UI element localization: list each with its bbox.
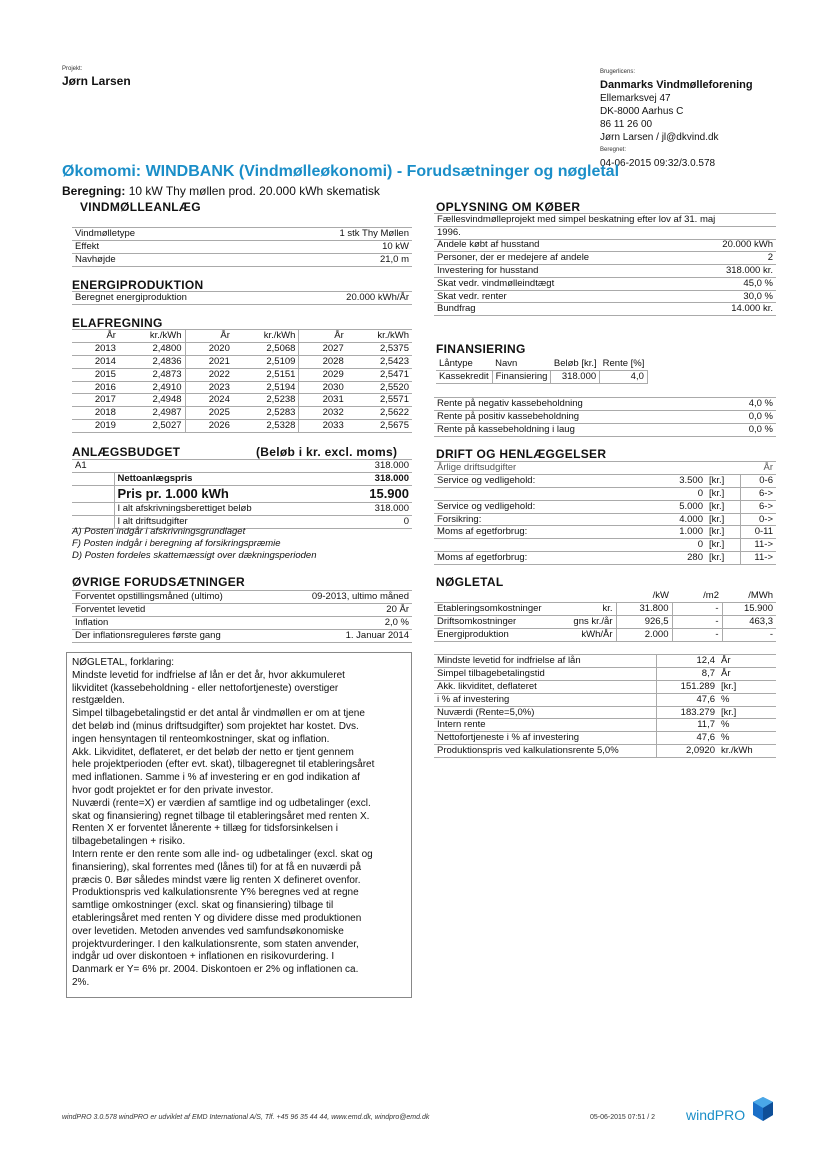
noegletal-forklaring-box xyxy=(66,652,412,998)
explanation-line: Mindste levetid for indfrielse af lån er det år, hvor akkumuleret xyxy=(72,669,345,681)
row-label: Skat vedr. renter xyxy=(434,290,686,303)
energiproduktion-table xyxy=(72,291,412,305)
noegletal-table xyxy=(434,590,776,642)
elafregning-table xyxy=(72,329,412,433)
col-year: År xyxy=(299,330,347,343)
col-price: kr./kWh xyxy=(119,330,185,343)
kpi-label: Nuværdi (Rente=5,0%) xyxy=(434,706,656,719)
elaf-price: 2,4987 xyxy=(119,407,185,420)
drift-years: 11-> xyxy=(740,539,776,552)
table-row xyxy=(72,420,412,433)
row-label: Beregnet energiproduktion xyxy=(72,292,287,305)
drift-unit: [kr.] xyxy=(706,500,740,513)
oplysning-description xyxy=(434,213,776,240)
kpi-unit: % xyxy=(718,719,776,732)
project-caption: Projekt: xyxy=(62,66,83,72)
row-label: Der inflationsreguleres første gang xyxy=(72,629,276,642)
kpi-table xyxy=(434,654,776,758)
explanation-line: hvor godt projektet er for den private investor. xyxy=(72,784,274,796)
table-header-row xyxy=(72,330,412,343)
col-per-m2: /m2 xyxy=(672,590,722,602)
netto-value: 318.000 xyxy=(322,472,412,485)
table-row xyxy=(434,251,776,264)
afskr-value: 318.000 xyxy=(322,503,412,516)
table-row xyxy=(434,500,776,513)
kt-per-m2: - xyxy=(672,602,722,615)
table-row xyxy=(434,474,776,487)
table-row xyxy=(72,591,412,604)
row-label: Personer, der er medejere af andele xyxy=(434,251,686,264)
kt-unit: gns kr./år xyxy=(554,615,616,628)
elaf-price: 2,5675 xyxy=(347,420,412,433)
kpi-label: i % af investering xyxy=(434,693,656,706)
explanation-line: 2%. xyxy=(72,976,90,988)
elaf-price: 2,5238 xyxy=(233,394,299,407)
kpi-value: 11,7 xyxy=(656,719,718,732)
row-label: Investering for husstand xyxy=(434,264,686,277)
explanation-line: Renten X er forventet lånerente + tillæg for tidsforsinkelsen i xyxy=(72,823,338,835)
table-row xyxy=(72,342,412,355)
explanation-line: finansiering), skal forrentes med (lånes til) for at få en nuværdi på xyxy=(72,861,362,873)
explanation-line: etableringsåret med renten Y og dividere disse med produktionen xyxy=(72,912,362,924)
drift-years: 0-6 xyxy=(740,474,776,487)
elaf-year: 2013 xyxy=(72,342,119,355)
elaf-price: 2,5151 xyxy=(233,368,299,381)
elaf-price: 2,5520 xyxy=(347,381,412,394)
subtitle-text: 10 kW Thy møllen prod. 20.000 kWh skematisk xyxy=(128,184,380,198)
calc-date: 04-06-2015 09:32/3.0.578 xyxy=(600,158,716,169)
explanation-line: ingen hensyntagen til renteomkostninger, skat og inflation. xyxy=(72,733,330,745)
row-value: 20 År xyxy=(276,603,412,616)
explanation-line: Simpel tilbagebetalingstid er det antal år vindmøllen er om at tjene xyxy=(72,708,365,720)
kpi-label: Produktionspris ved kalkulationsrente 5,0% xyxy=(434,745,656,758)
fin-amount: 318.000 xyxy=(551,370,600,383)
budget-note: D) Posten fordeles skattemæssigt over dækningsperioden xyxy=(72,550,317,561)
row-label: Effekt xyxy=(72,240,231,253)
row-label: Bundfrag xyxy=(434,303,686,316)
col-per-kw: /kW xyxy=(616,590,672,602)
row-label: Rente på kassebeholdning i laug xyxy=(434,423,719,436)
explanation-line: Akk. Likviditet, deflateret, er det beløb der netto er tjent gennem xyxy=(72,746,354,758)
elaf-year: 2021 xyxy=(185,355,233,368)
kpi-label: Mindste levetid for indfrielse af lån xyxy=(434,655,656,668)
kt-per-kw: 2.000 xyxy=(616,628,672,641)
table-row xyxy=(434,290,776,303)
kpi-unit: År xyxy=(718,655,776,668)
drift-unit: [kr.] xyxy=(706,474,740,487)
elaf-year: 2020 xyxy=(185,342,233,355)
drift-label: Moms af egetforbrug: xyxy=(434,552,646,565)
kt-unit: kr. xyxy=(554,602,616,615)
elaf-price: 2,5571 xyxy=(347,394,412,407)
explanation-line: præcis 0. Bør således mindst være lig renten X defineret ovenfor. xyxy=(72,874,361,886)
fin-name: Finansiering xyxy=(492,370,551,383)
kpi-value: 12,4 xyxy=(656,655,718,668)
license-address1: Ellemarksvej 47 xyxy=(600,93,671,104)
page-title: Økomomi: WINDBANK (Vindmølleøkonomi) - Forudsætninger og nøgletal xyxy=(62,163,620,180)
drift-value: 4.000 xyxy=(646,513,706,526)
table-row xyxy=(434,513,776,526)
elaf-year: 2033 xyxy=(299,420,347,433)
kpi-label: Akk. likviditet, deflateret xyxy=(434,680,656,693)
oevrige-table xyxy=(72,590,412,643)
pris-label: Pris pr. 1.000 kWh xyxy=(114,485,322,502)
explanation-line: indgår ud over diskontoen + inflationen en risikovurdering. I xyxy=(72,951,335,963)
drift-years: 6-> xyxy=(740,487,776,500)
row-label: Forventet levetid xyxy=(72,603,276,616)
row-value: 20.000 kWh/År xyxy=(287,292,412,305)
elaf-price: 2,5375 xyxy=(347,342,412,355)
kpi-label: Nettofortjeneste i % af investering xyxy=(434,732,656,745)
kt-per-mwh: - xyxy=(722,628,776,641)
kpi-unit: % xyxy=(718,732,776,745)
row-value: 45,0 % xyxy=(686,277,776,290)
table-row xyxy=(434,423,776,436)
table-row xyxy=(72,460,412,473)
kt-label: Driftsomkostninger xyxy=(434,615,554,628)
explanation-line: likviditet (kassebeholdning - eller nettofortjeneste) overstiger xyxy=(72,682,339,694)
calc-caption: Beregnet: xyxy=(600,147,627,153)
table-row xyxy=(72,240,412,253)
table-row xyxy=(434,615,776,628)
col-price: kr./kWh xyxy=(233,330,299,343)
drift-years: 0-> xyxy=(740,513,776,526)
table-row xyxy=(434,264,776,277)
license-contact: Jørn Larsen / jl@dkvind.dk xyxy=(600,132,719,143)
drift-label: Forsikring: xyxy=(434,513,646,526)
drift-years: 6-> xyxy=(740,500,776,513)
col-price: kr./kWh xyxy=(347,330,412,343)
explanation-line: Nuværdi (rente=X) er værdien af samtlige ind og udbetalinger (excl. xyxy=(72,797,371,809)
drift-value: 5.000 xyxy=(646,500,706,513)
row-value: 09-2013, ultimo måned xyxy=(276,591,412,604)
budget-note: A) Posten indgår i afskrivningsgrundlaget xyxy=(72,526,246,537)
kpi-value: 8,7 xyxy=(656,667,718,680)
row-label: Inflation xyxy=(72,616,276,629)
kpi-unit: kr./kWh xyxy=(718,745,776,758)
kpi-unit: % xyxy=(718,693,776,706)
elaf-year: 2029 xyxy=(299,368,347,381)
budget-note: F) Posten indgår i beregning af forsikringspræmie xyxy=(72,538,281,549)
table-row xyxy=(434,552,776,565)
table-header-row xyxy=(434,462,776,475)
kpi-label: Intern rente xyxy=(434,719,656,732)
kt-label: Energiproduktion xyxy=(434,628,554,641)
table-row xyxy=(72,355,412,368)
table-row xyxy=(72,603,412,616)
kpi-unit: [kr.] xyxy=(718,706,776,719)
drift-unit: [kr.] xyxy=(706,552,740,565)
table-row xyxy=(434,539,776,552)
row-value: 0,0 % xyxy=(719,423,776,436)
col-year: År xyxy=(72,330,119,343)
drift-value: 280 xyxy=(646,552,706,565)
section-elafregning-heading: ELAFREGNING xyxy=(72,316,163,330)
table-row xyxy=(434,719,776,732)
drift-label xyxy=(434,487,646,500)
afskr-label: I alt afskrivningsberettiget beløb xyxy=(114,503,322,516)
table-row xyxy=(72,381,412,394)
explanation-line: det beløb ind (minus driftsudgifter) som projektet har kostet. Dvs. xyxy=(72,720,359,732)
section-finansiering-heading: FINANSIERING xyxy=(436,342,526,356)
row-value: 4,0 % xyxy=(719,398,776,411)
table-header-row xyxy=(436,358,647,370)
kt-per-m2: - xyxy=(672,615,722,628)
table-row xyxy=(72,503,412,516)
fin-type: Kassekredit xyxy=(436,370,492,383)
license-caption: Brugerlicens: xyxy=(600,69,636,75)
section-drift-heading: DRIFT OG HENLÆGGELSER xyxy=(436,447,607,461)
row-label: Vindmølletype xyxy=(72,228,231,241)
project-name: Jørn Larsen xyxy=(62,74,131,88)
drift-label xyxy=(434,539,646,552)
row-value: 1 stk Thy Møllen xyxy=(231,228,412,241)
netto-label: Nettoanlægspris xyxy=(114,472,322,485)
kt-label: Etableringsomkostninger xyxy=(434,602,554,615)
table-row xyxy=(434,410,776,423)
fin-col-rate: Rente [%] xyxy=(600,358,648,370)
elaf-price: 2,4800 xyxy=(119,342,185,355)
drift-value: 0 xyxy=(646,487,706,500)
col-year: År xyxy=(185,330,233,343)
kt-per-mwh: 15.900 xyxy=(722,602,776,615)
fin-rate: 4,0 xyxy=(600,370,648,383)
elaf-price: 2,5283 xyxy=(233,407,299,420)
oplysning-desc-line: Fællesvindmølleprojekt med simpel beskatning efter lov af 31. maj xyxy=(434,213,776,227)
elaf-price: 2,5109 xyxy=(233,355,299,368)
kt-unit: kWh/År xyxy=(554,628,616,641)
table-row xyxy=(434,303,776,316)
elaf-year: 2027 xyxy=(299,342,347,355)
license-phone: 86 11 26 00 xyxy=(600,119,653,130)
drift-years: 0-11 xyxy=(740,526,776,539)
kpi-unit: År xyxy=(718,667,776,680)
kpi-value: 151.289 xyxy=(656,680,718,693)
table-row xyxy=(434,693,776,706)
row-value: 30,0 % xyxy=(686,290,776,303)
explanation-line: Intern rente er den rente som alle ind- og udbetalinger (excl. skat og xyxy=(72,848,373,860)
rente-table xyxy=(434,397,776,437)
elaf-price: 2,5068 xyxy=(233,342,299,355)
table-header-row xyxy=(434,590,776,602)
explanation-line: over levetiden. Metoden anvendes ved samfundsøkonomiske xyxy=(72,925,344,937)
drift-col-label: Årlige driftsudgifter xyxy=(434,462,646,475)
table-row xyxy=(434,628,776,641)
explanation-line: Danmark er Y= 6% pr. 2004. Diskontoen er 2% og inflationen ca. xyxy=(72,964,359,976)
elaf-year: 2015 xyxy=(72,368,119,381)
drift-value: 0 xyxy=(322,515,412,528)
section-oevrige-heading: ØVRIGE FORUDSÆTNINGER xyxy=(72,575,245,589)
elaf-year: 2026 xyxy=(185,420,233,433)
windpro-logo-icon xyxy=(752,1096,774,1122)
elaf-price: 2,5194 xyxy=(233,381,299,394)
drift-value: 1.000 xyxy=(646,526,706,539)
table-row xyxy=(434,487,776,500)
table-row xyxy=(72,228,412,241)
elaf-price: 2,5471 xyxy=(347,368,412,381)
fin-col-type: Låntype xyxy=(436,358,492,370)
row-label: Forventet opstillingsmåned (ultimo) xyxy=(72,591,276,604)
anlaegsbudget-note: (Beløb i kr. excl. moms) xyxy=(256,445,398,459)
table-row xyxy=(434,398,776,411)
row-label: Rente på positiv kassebeholdning xyxy=(434,410,719,423)
drift-unit: [kr.] xyxy=(706,513,740,526)
table-row xyxy=(72,292,412,305)
explanation-line: restgælden. xyxy=(72,695,125,707)
section-anlaegsbudget-heading: ANLÆGSBUDGET xyxy=(72,445,181,459)
table-row xyxy=(434,526,776,539)
explanation-line: projektvurderinger. I den kalkulationsrente, som staten anvender, xyxy=(72,938,359,950)
kt-per-mwh: 463,3 xyxy=(722,615,776,628)
drift-table xyxy=(434,461,776,565)
table-row xyxy=(434,680,776,693)
kt-per-kw: 31.800 xyxy=(616,602,672,615)
drift-unit: [kr.] xyxy=(706,526,740,539)
drift-value: 3.500 xyxy=(646,474,706,487)
vindmoelleanlaeg-table xyxy=(72,227,412,267)
row-value: 21,0 m xyxy=(231,253,412,266)
row-value: 0,0 % xyxy=(719,410,776,423)
kpi-value: 183.279 xyxy=(656,706,718,719)
table-row xyxy=(434,239,776,251)
table-row xyxy=(434,667,776,680)
elaf-price: 2,5423 xyxy=(347,355,412,368)
section-oplysning-heading: OPLYSNING OM KØBER xyxy=(436,200,581,214)
elaf-price: 2,4948 xyxy=(119,394,185,407)
elaf-price: 2,4873 xyxy=(119,368,185,381)
table-row xyxy=(72,616,412,629)
drift-unit: [kr.] xyxy=(706,487,740,500)
elaf-price: 2,5622 xyxy=(347,407,412,420)
license-org: Danmarks Vindmølleforening xyxy=(600,79,753,91)
footer-left: windPRO 3.0.578 windPRO er udviklet af EMD International A/S, Tlf. +45 96 35 44 44, www.emd.dk, windpro@emd.dk xyxy=(62,1114,430,1121)
elaf-price: 2,5027 xyxy=(119,420,185,433)
drift-years: 11-> xyxy=(740,552,776,565)
table-row xyxy=(72,407,412,420)
table-row xyxy=(72,368,412,381)
table-row xyxy=(72,629,412,642)
row-label: Skat vedr. vindmølleindtægt xyxy=(434,277,686,290)
row-value: 318.000 kr. xyxy=(686,264,776,277)
table-row xyxy=(434,706,776,719)
kt-per-kw: 926,5 xyxy=(616,615,672,628)
fin-col-amount: Beløb [kr.] xyxy=(551,358,600,370)
row-label: Rente på negativ kassebeholdning xyxy=(434,398,719,411)
elaf-year: 2018 xyxy=(72,407,119,420)
row-value: 2 xyxy=(686,251,776,264)
table-row xyxy=(434,602,776,615)
row-value: 1. Januar 2014 xyxy=(276,629,412,642)
budget-code: A1 xyxy=(72,460,114,473)
budget-a1-value: 318.000 xyxy=(322,460,412,473)
elaf-year: 2028 xyxy=(299,355,347,368)
elaf-year: 2023 xyxy=(185,381,233,394)
kpi-value: 47,6 xyxy=(656,732,718,745)
section-vindmoelleanlaeg-heading: VINDMØLLEANLÆG xyxy=(80,200,201,214)
elaf-year: 2032 xyxy=(299,407,347,420)
row-value: 10 kW xyxy=(231,240,412,253)
explanation-line: tilbagebetalingen + risiko. xyxy=(72,836,186,848)
explanation-line: samtlige omkostninger (excl. skat og finansiering) tilbage til xyxy=(72,900,334,912)
elaf-year: 2022 xyxy=(185,368,233,381)
explanation-line: NØGLETAL, forklaring: xyxy=(72,657,175,668)
windpro-brand: windPRO xyxy=(686,1107,746,1123)
elaf-price: 2,4910 xyxy=(119,381,185,394)
elaf-price: 2,4836 xyxy=(119,355,185,368)
kpi-value: 47,6 xyxy=(656,693,718,706)
table-row xyxy=(72,485,412,502)
kpi-label: Simpel tilbagebetalingstid xyxy=(434,667,656,680)
elaf-price: 2,5328 xyxy=(233,420,299,433)
col-per-mwh: /MWh xyxy=(722,590,776,602)
oplysning-table xyxy=(434,239,776,316)
elaf-year: 2016 xyxy=(72,381,119,394)
kt-per-m2: - xyxy=(672,628,722,641)
table-row xyxy=(434,655,776,668)
elaf-year: 2025 xyxy=(185,407,233,420)
kpi-value: 2,0920 xyxy=(656,745,718,758)
elaf-year: 2030 xyxy=(299,381,347,394)
section-energiproduktion-heading: ENERGIPRODUKTION xyxy=(72,278,204,292)
drift-label: Service og vedligehold: xyxy=(434,500,646,513)
kpi-unit: [kr.] xyxy=(718,680,776,693)
section-noegletal-heading: NØGLETAL xyxy=(436,575,504,589)
drift-unit: [kr.] xyxy=(706,539,740,552)
row-value: 2,0 % xyxy=(276,616,412,629)
table-row xyxy=(434,277,776,290)
page-subtitle xyxy=(62,184,380,199)
row-value: 20.000 kWh xyxy=(686,239,776,251)
explanation-line: Produktionspris ved kalkulationsrente Y% beregnes ved at regne xyxy=(72,887,359,899)
license-address2: DK-8000 Aarhus C xyxy=(600,106,684,117)
explanation-line: hele projektperioden (efter evt. skat), tilbageregnet til etableringsåret xyxy=(72,759,375,771)
table-row xyxy=(72,253,412,266)
elaf-year: 2031 xyxy=(299,394,347,407)
subtitle-label: Beregning: xyxy=(62,184,126,198)
explanation-line: skat og finansiering) regnet tilbage til etableringsåret med renten X. xyxy=(72,810,370,822)
footer-right: 05-06-2015 07:51 / 2 xyxy=(590,1114,655,1121)
anlaegsbudget-table xyxy=(72,459,412,529)
drift-col-year: År xyxy=(740,462,776,475)
oplysning-desc-line: 1996. xyxy=(434,227,776,240)
row-label: Navhøjde xyxy=(72,253,231,266)
user-license-block xyxy=(600,66,800,170)
drift-value: 0 xyxy=(646,539,706,552)
drift-label: Service og vedligehold: xyxy=(434,474,646,487)
fin-col-name: Navn xyxy=(492,358,551,370)
table-row xyxy=(436,370,647,383)
budget-notes xyxy=(72,526,316,562)
drift-label: I alt driftsudgifter xyxy=(114,515,322,528)
elaf-year: 2019 xyxy=(72,420,119,433)
row-label: Andele købt af husstand xyxy=(434,239,686,251)
pris-value: 15.900 xyxy=(322,485,412,502)
table-row xyxy=(434,745,776,758)
elaf-year: 2014 xyxy=(72,355,119,368)
row-value: 14.000 kr. xyxy=(686,303,776,316)
elaf-year: 2017 xyxy=(72,394,119,407)
table-row xyxy=(434,732,776,745)
drift-label: Moms af egetforbrug: xyxy=(434,526,646,539)
explanation-line: med inflationen. Samme i % af investering er en god indikation af xyxy=(72,772,360,784)
elaf-year: 2024 xyxy=(185,394,233,407)
table-row xyxy=(72,472,412,485)
finansiering-table xyxy=(436,358,648,384)
table-row xyxy=(72,394,412,407)
